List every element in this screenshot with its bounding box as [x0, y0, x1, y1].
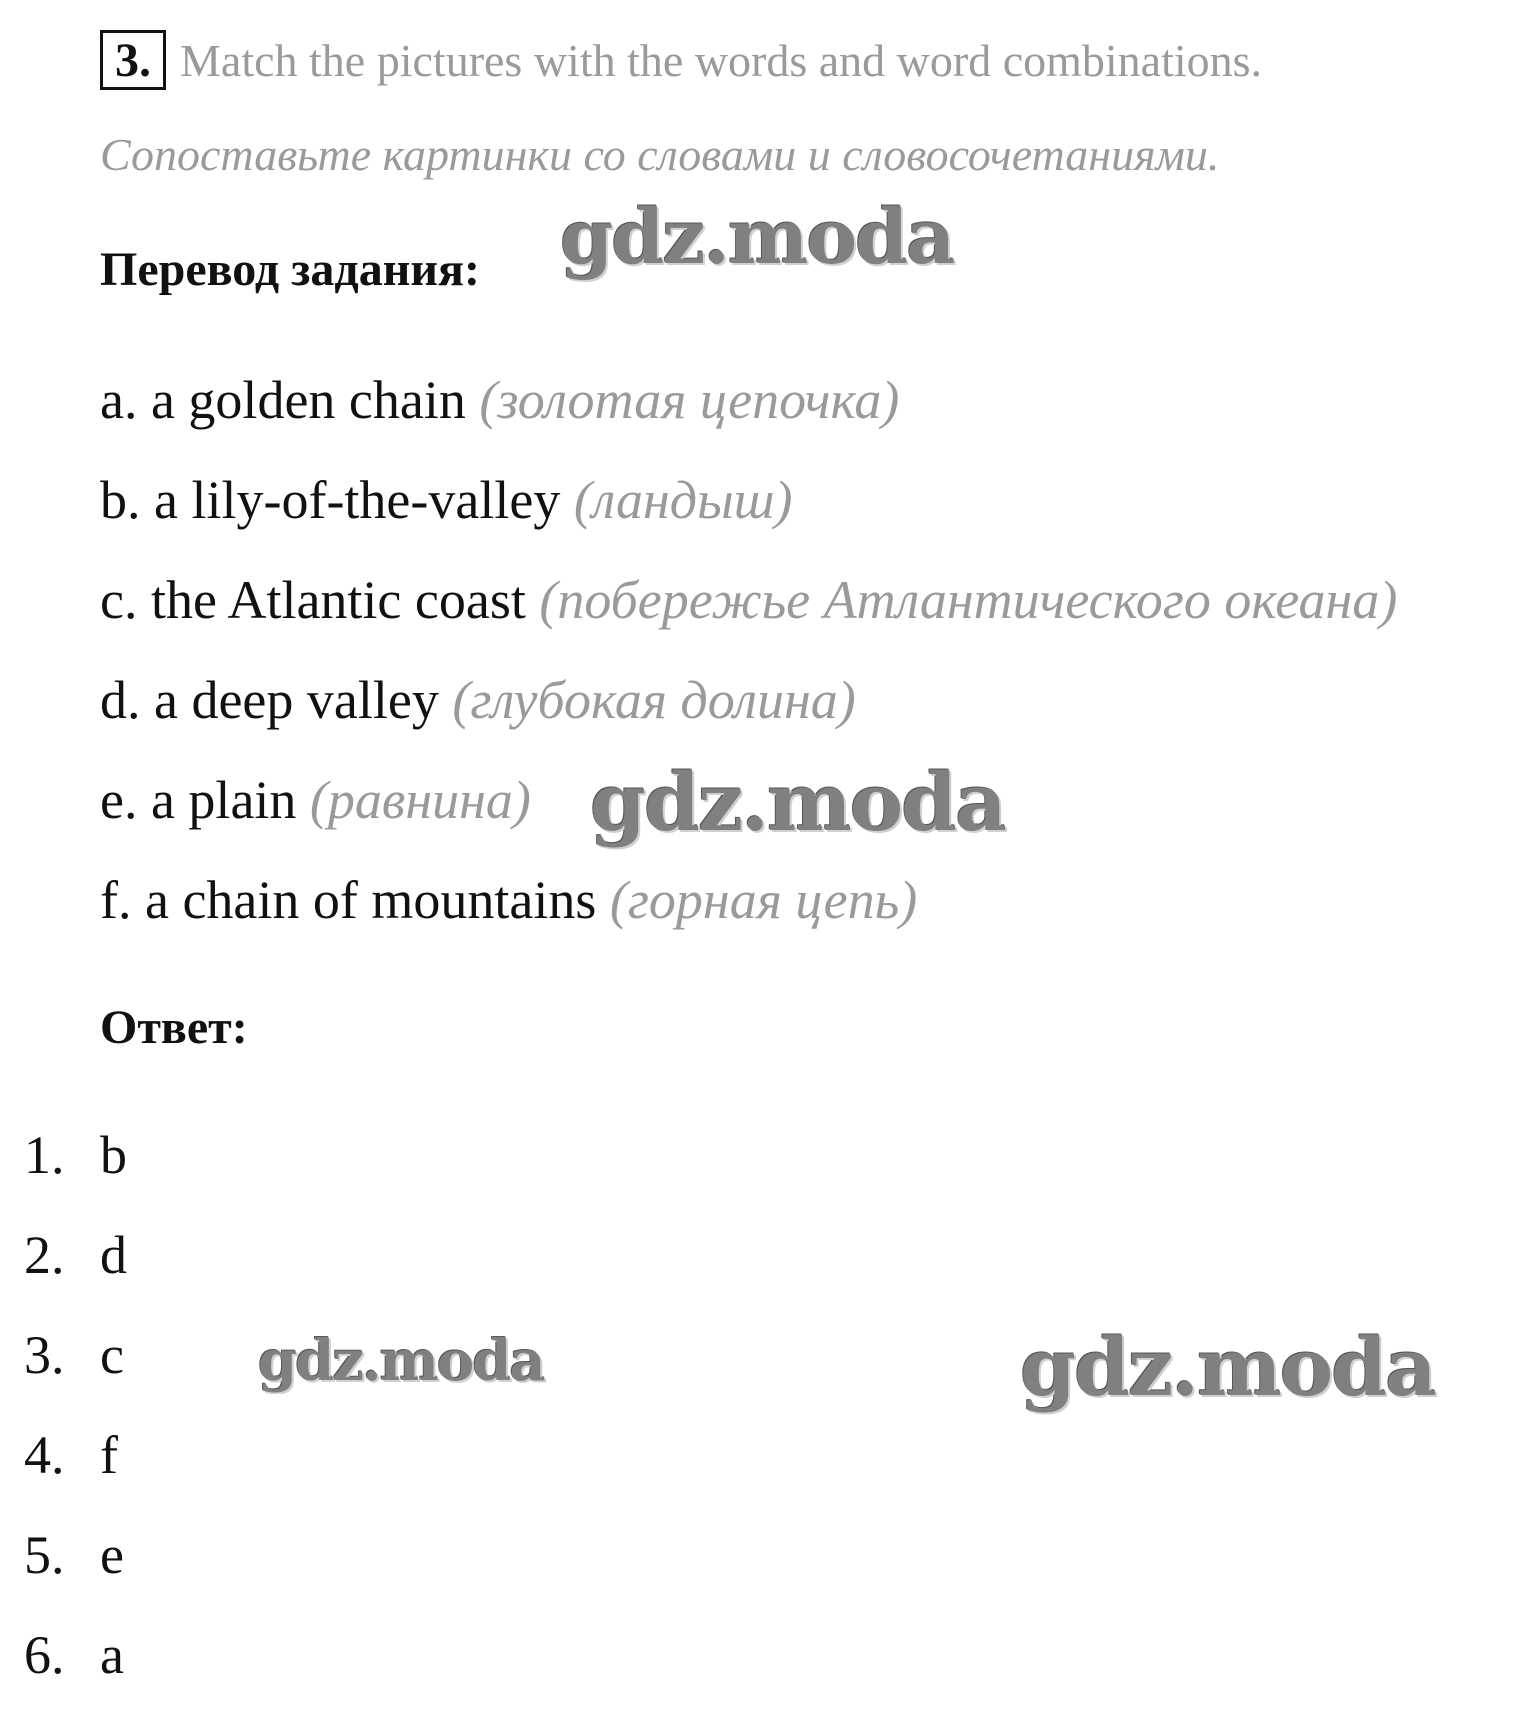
- answer-number: 2.: [24, 1225, 65, 1285]
- answer-value: c: [100, 1325, 124, 1385]
- vocabulary-english: e. a plain: [100, 770, 297, 830]
- answer-item: [24, 1220, 127, 1320]
- vocabulary-item: [100, 565, 1397, 665]
- vocabulary-russian: (золотая цепочка): [479, 370, 900, 430]
- answer-number: 4.: [24, 1425, 65, 1485]
- vocabulary-english: d. a deep valley: [100, 670, 439, 730]
- answer-value: a: [100, 1625, 124, 1685]
- answer-list: [24, 1120, 127, 1720]
- answer-item: [24, 1320, 127, 1420]
- watermark: gdz.moda: [590, 755, 1005, 849]
- answer-item: [24, 1520, 127, 1620]
- vocabulary-russian: (равнина): [309, 770, 531, 830]
- answer-number: 5.: [24, 1525, 65, 1585]
- answer-heading: Ответ:: [100, 1001, 248, 1054]
- answer-value: b: [100, 1125, 127, 1185]
- vocabulary-english: c. the Atlantic coast: [100, 570, 526, 630]
- vocabulary-russian: (ландыш): [573, 470, 793, 530]
- translation-heading: Перевод задания:: [100, 243, 480, 296]
- task-instruction-en: Match the pictures with the words and word combinations.: [180, 34, 1263, 86]
- vocabulary-english: f. a chain of mountains: [100, 870, 597, 930]
- vocabulary-list: [100, 365, 1397, 965]
- vocabulary-english: a. a golden chain: [100, 370, 466, 430]
- vocabulary-item: [100, 465, 1397, 565]
- watermark: gdz.moda: [560, 192, 954, 281]
- answer-value: d: [100, 1225, 127, 1285]
- watermark: gdz.moda: [258, 1328, 544, 1394]
- answer-item: [24, 1620, 127, 1720]
- task-header: [100, 24, 1262, 96]
- answer-item: [24, 1120, 127, 1220]
- answer-number: 6.: [24, 1625, 65, 1685]
- vocabulary-item: [100, 865, 1397, 965]
- vocabulary-item: [100, 365, 1397, 465]
- task-number: 3.: [100, 30, 166, 90]
- task-instruction-ru: Сопоставьте картинки со словами и словосочетаниями.: [100, 129, 1220, 180]
- watermark: gdz.moda: [1020, 1320, 1435, 1414]
- answer-value: f: [100, 1425, 118, 1485]
- answer-number: 3.: [24, 1325, 65, 1385]
- answer-value: e: [100, 1525, 124, 1585]
- vocabulary-russian: (побережье Атлантического океана): [539, 570, 1398, 630]
- vocabulary-russian: (горная цепь): [609, 870, 918, 930]
- vocabulary-russian: (глубокая долина): [452, 670, 856, 730]
- answer-item: [24, 1420, 127, 1520]
- vocabulary-item: [100, 665, 1397, 765]
- answer-number: 1.: [24, 1125, 65, 1185]
- vocabulary-english: b. a lily-of-the-valley: [100, 470, 561, 530]
